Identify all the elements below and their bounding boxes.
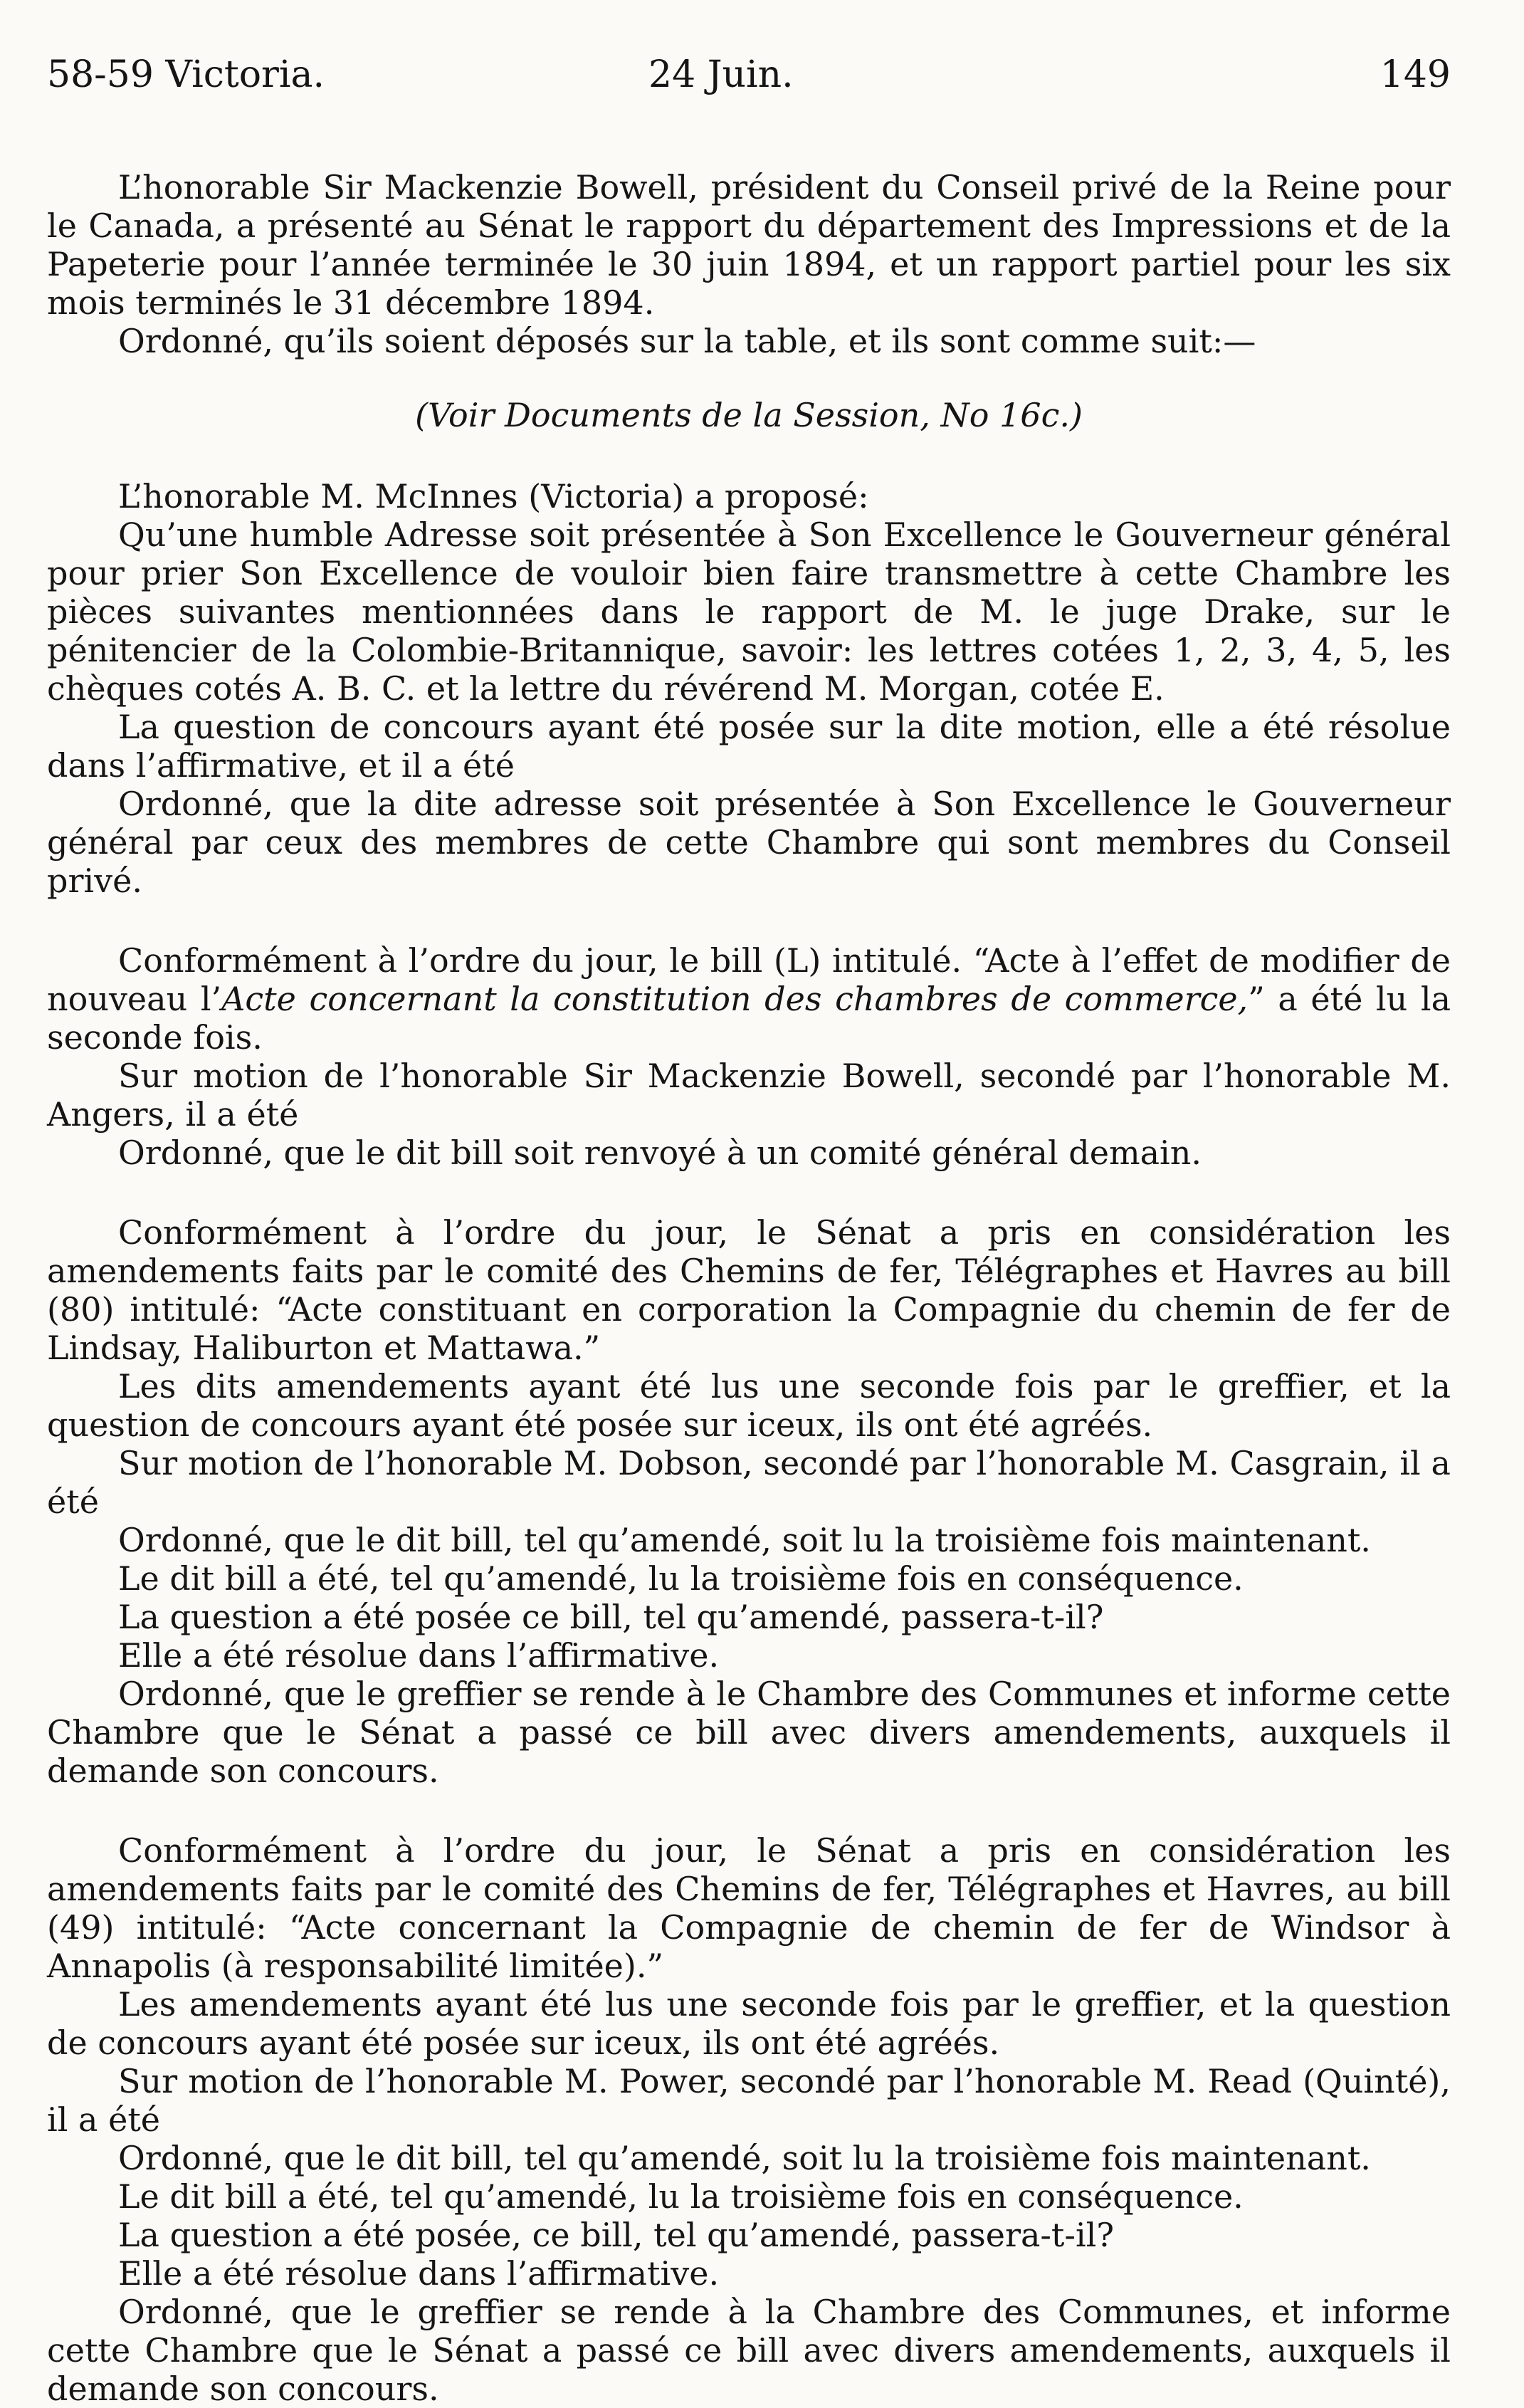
- text-segment: ” a été lu la seconde fois.: [47, 980, 1451, 1057]
- paragraph: La question a été posée, ce bill, tel qu’amendé, passera-t-il?: [118, 2216, 1115, 2254]
- paragraph: Elle a été résolue dans l’affirmative.: [118, 2254, 720, 2293]
- paragraph: L’honorable Sir Mackenzie Bowell, président du Conseil privé de la Reine pour le Canada, a présenté au Sénat le rapport du département des Impressions et de la Papeterie pour l’année terminée le 30 juin 1894, et un rapport partiel pour les six mois terminés le 31 décembre 1894.: [47, 168, 1451, 322]
- section-bill-80: [47, 1213, 1451, 1790]
- paragraph: Ordonné, qu’ils soient déposés sur la table, et ils sont comme suit:—: [118, 322, 1256, 360]
- session-reference: [47, 396, 1451, 434]
- header-session: 58-59 Victoria.: [47, 53, 325, 96]
- paragraph: Sur motion de l’honorable Sir Mackenzie Bowell, secondé par l’honorable M. Angers, il a été: [47, 1057, 1451, 1134]
- paragraph: Ordonné, que le greffier se rende à le Chambre des Communes et informe cette Chambre que le Sénat a passé ce bill avec divers amendements, auxquels il demande son concours.: [47, 1675, 1451, 1790]
- paragraph: Les dits amendements ayant été lus une seconde fois par le greffier, et la question de concours ayant été posée sur iceux, ils ont été agréés.: [47, 1367, 1451, 1444]
- paragraph: Sur motion de l’honorable M. Power, secondé par l’honorable M. Read (Quinté), il a été: [47, 2062, 1451, 2139]
- header-date: 24 Juin.: [648, 53, 794, 96]
- document-page: [47, 50, 1451, 2408]
- italic-act-title: Acte concernant la constitution des chambres de commerce,: [221, 980, 1249, 1018]
- paragraph-bill-l: [47, 941, 1451, 1057]
- paragraph: Ordonné, que le greffier se rende à la Chambre des Communes, et informe cette Chambre que le Sénat a passé ce bill avec divers amendements, auxquels il demande son concours.: [47, 2293, 1451, 2408]
- paragraph: La question de concours ayant été posée sur la dite motion, elle a été résolue dans l’affirmative, et il a été: [47, 708, 1451, 785]
- paragraph: Conformément à l’ordre du jour, le Sénat a pris en considération les amendements faits par le comité des Chemins de fer, Télégraphes et Havres au bill (80) intitulé: “Acte constituant en corporation la Compagnie du chemin de fer de Lindsay, Haliburton et Mattawa.”: [47, 1213, 1451, 1367]
- paragraph: Ordonné, que le dit bill soit renvoyé à un comité général demain.: [118, 1134, 1202, 1172]
- paragraph: Qu’une humble Adresse soit présentée à Son Excellence le Gouverneur général pour prier Son Excellence de vouloir bien faire transmettre à cette Chambre les pièces suivantes mentionnées dans le rapport de M. le juge Drake, sur le pénitencier de la Colombie-Britannique, savoir: les lettres cotées 1, 2, 3, 4, 5, les chèques cotés A. B. C. et la lettre du révérend M. Morgan, cotée E.: [47, 515, 1451, 708]
- paragraph: La question a été posée ce bill, tel qu’amendé, passera-t-il?: [118, 1598, 1104, 1636]
- paragraph: Le dit bill a été, tel qu’amendé, lu la troisième fois en conséquence.: [118, 1559, 1244, 1598]
- page-number: 149: [1380, 53, 1451, 96]
- paragraph: Elle a été résolue dans l’affirmative.: [118, 1636, 720, 1675]
- paragraph: Conformément à l’ordre du jour, le Sénat a pris en considération les amendements faits par le comité des Chemins de fer, Télégraphes et Havres, au bill (49) intitulé: “Acte concernant la Compagnie de chemin de fer de Windsor à Annapolis (à responsabilité limitée).”: [47, 1831, 1451, 1985]
- page-header: [47, 50, 1451, 100]
- section-bill-l: [47, 941, 1451, 1172]
- section-bill-49: [47, 1831, 1451, 2408]
- paragraph: Ordonné, que la dite adresse soit présentée à Son Excellence le Gouverneur général par ceux des membres de cette Chambre qui sont membres du Conseil privé.: [47, 785, 1451, 900]
- paragraph: Ordonné, que le dit bill, tel qu’amendé, soit lu la troisième fois maintenant.: [118, 1521, 1371, 1559]
- paragraph: Sur motion de l’honorable M. Dobson, secondé par l’honorable M. Casgrain, il a été: [47, 1444, 1451, 1521]
- paragraph: L’honorable M. McInnes (Victoria) a proposé:: [118, 477, 869, 515]
- section-mcinnes-motion: [47, 477, 1451, 900]
- section-printing-report: [47, 168, 1451, 434]
- paragraph: Le dit bill a été, tel qu’amendé, lu la troisième fois en conséquence.: [118, 2177, 1244, 2216]
- paragraph: Les amendements ayant été lus une seconde fois par le greffier, et la question de concours ayant été posée sur iceux, ils ont été agréés.: [47, 1985, 1451, 2062]
- paragraph: Ordonné, que le dit bill, tel qu’amendé, soit lu la troisième fois maintenant.: [118, 2139, 1371, 2177]
- reference-text: (Voir Documents de la Session, No 16c.): [415, 396, 1083, 434]
- text-segment: Conformément à l’ordre du jour, le bill (L) intitulé. “Acte à l’effet de modifier de nouveau l’: [47, 941, 1451, 1018]
